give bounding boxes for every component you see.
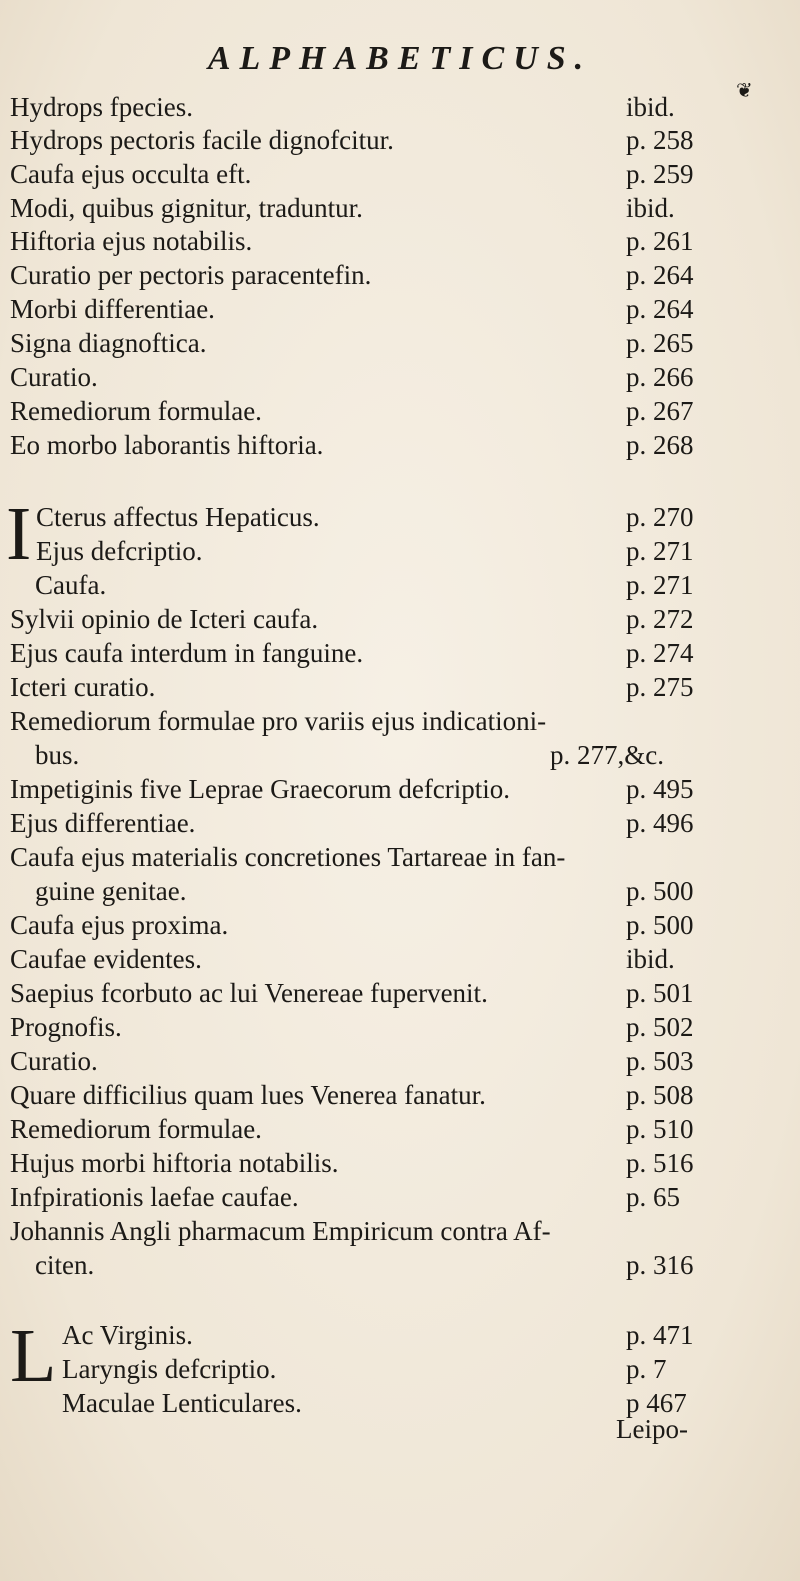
ornament-mark: ❦: [736, 80, 753, 102]
drop-initial-l: L: [10, 1314, 57, 1398]
running-header: ALPHABETICUS.: [207, 40, 593, 77]
book-page: ALPHABETICUS. ❦ Hydrops fpecies. ibid. Hydrops pectoris facile dignofcitur. p. 258 Caufa ejus occulta eft. p. 259 Modi, quibus gignitur, traduntur. ibid. Hiftoria ejus notabilis. p. 261 Curatio per pectoris paracentefin. p. 264 Morbi differentiae. p. 264 Signa diagnoftica. p. 265 Curatio. p. 266 Remediorum formulae. p. 267 Eo morbo laborantis hiftoria. p. 268 I Cterus affectus Hepaticus. p. 270 Ejus defcriptio. p. 271 Caufa. p. 271 Sylvii opinio de Icteri caufa. p. 272 Ejus caufa interdum in fanguine. p. 274 Icteri curatio. p. 275 Remediorum formulae pro variis ejus indicationi- bus. p. 277,&c. Impetiginis five Leprae Graecorum defcriptio. p. 495 Ejus differentiae. p. 496 Caufa ejus materialis concretiones Tartareae in fan- guine genitae. p. 500 Caufa ejus proxima. p. 500 Caufae evidentes. ibid. Saepius fcorbuto ac lui Venereae fupervenit. p. 501 Prognofis. p. 502 Curatio. p. 503 Quare difficilius quam lues Venerea fanatur. p. 508 Remediorum formulae. p. 510 Hujus morbi hiftoria notabilis. p. 516 Infpirationis laefae caufae. p. 65 Johannis Angli pharmacum Empiricum contra Af- citen. p. 316 L Ac Virginis. p. 471 Laryngis defcriptio. p. 7 Maculae Lenticulares. p 467 Leipo-: [0, 0, 800, 1581]
drop-initial-i: I: [6, 492, 32, 576]
catchword: Leipo-: [616, 1414, 688, 1444]
